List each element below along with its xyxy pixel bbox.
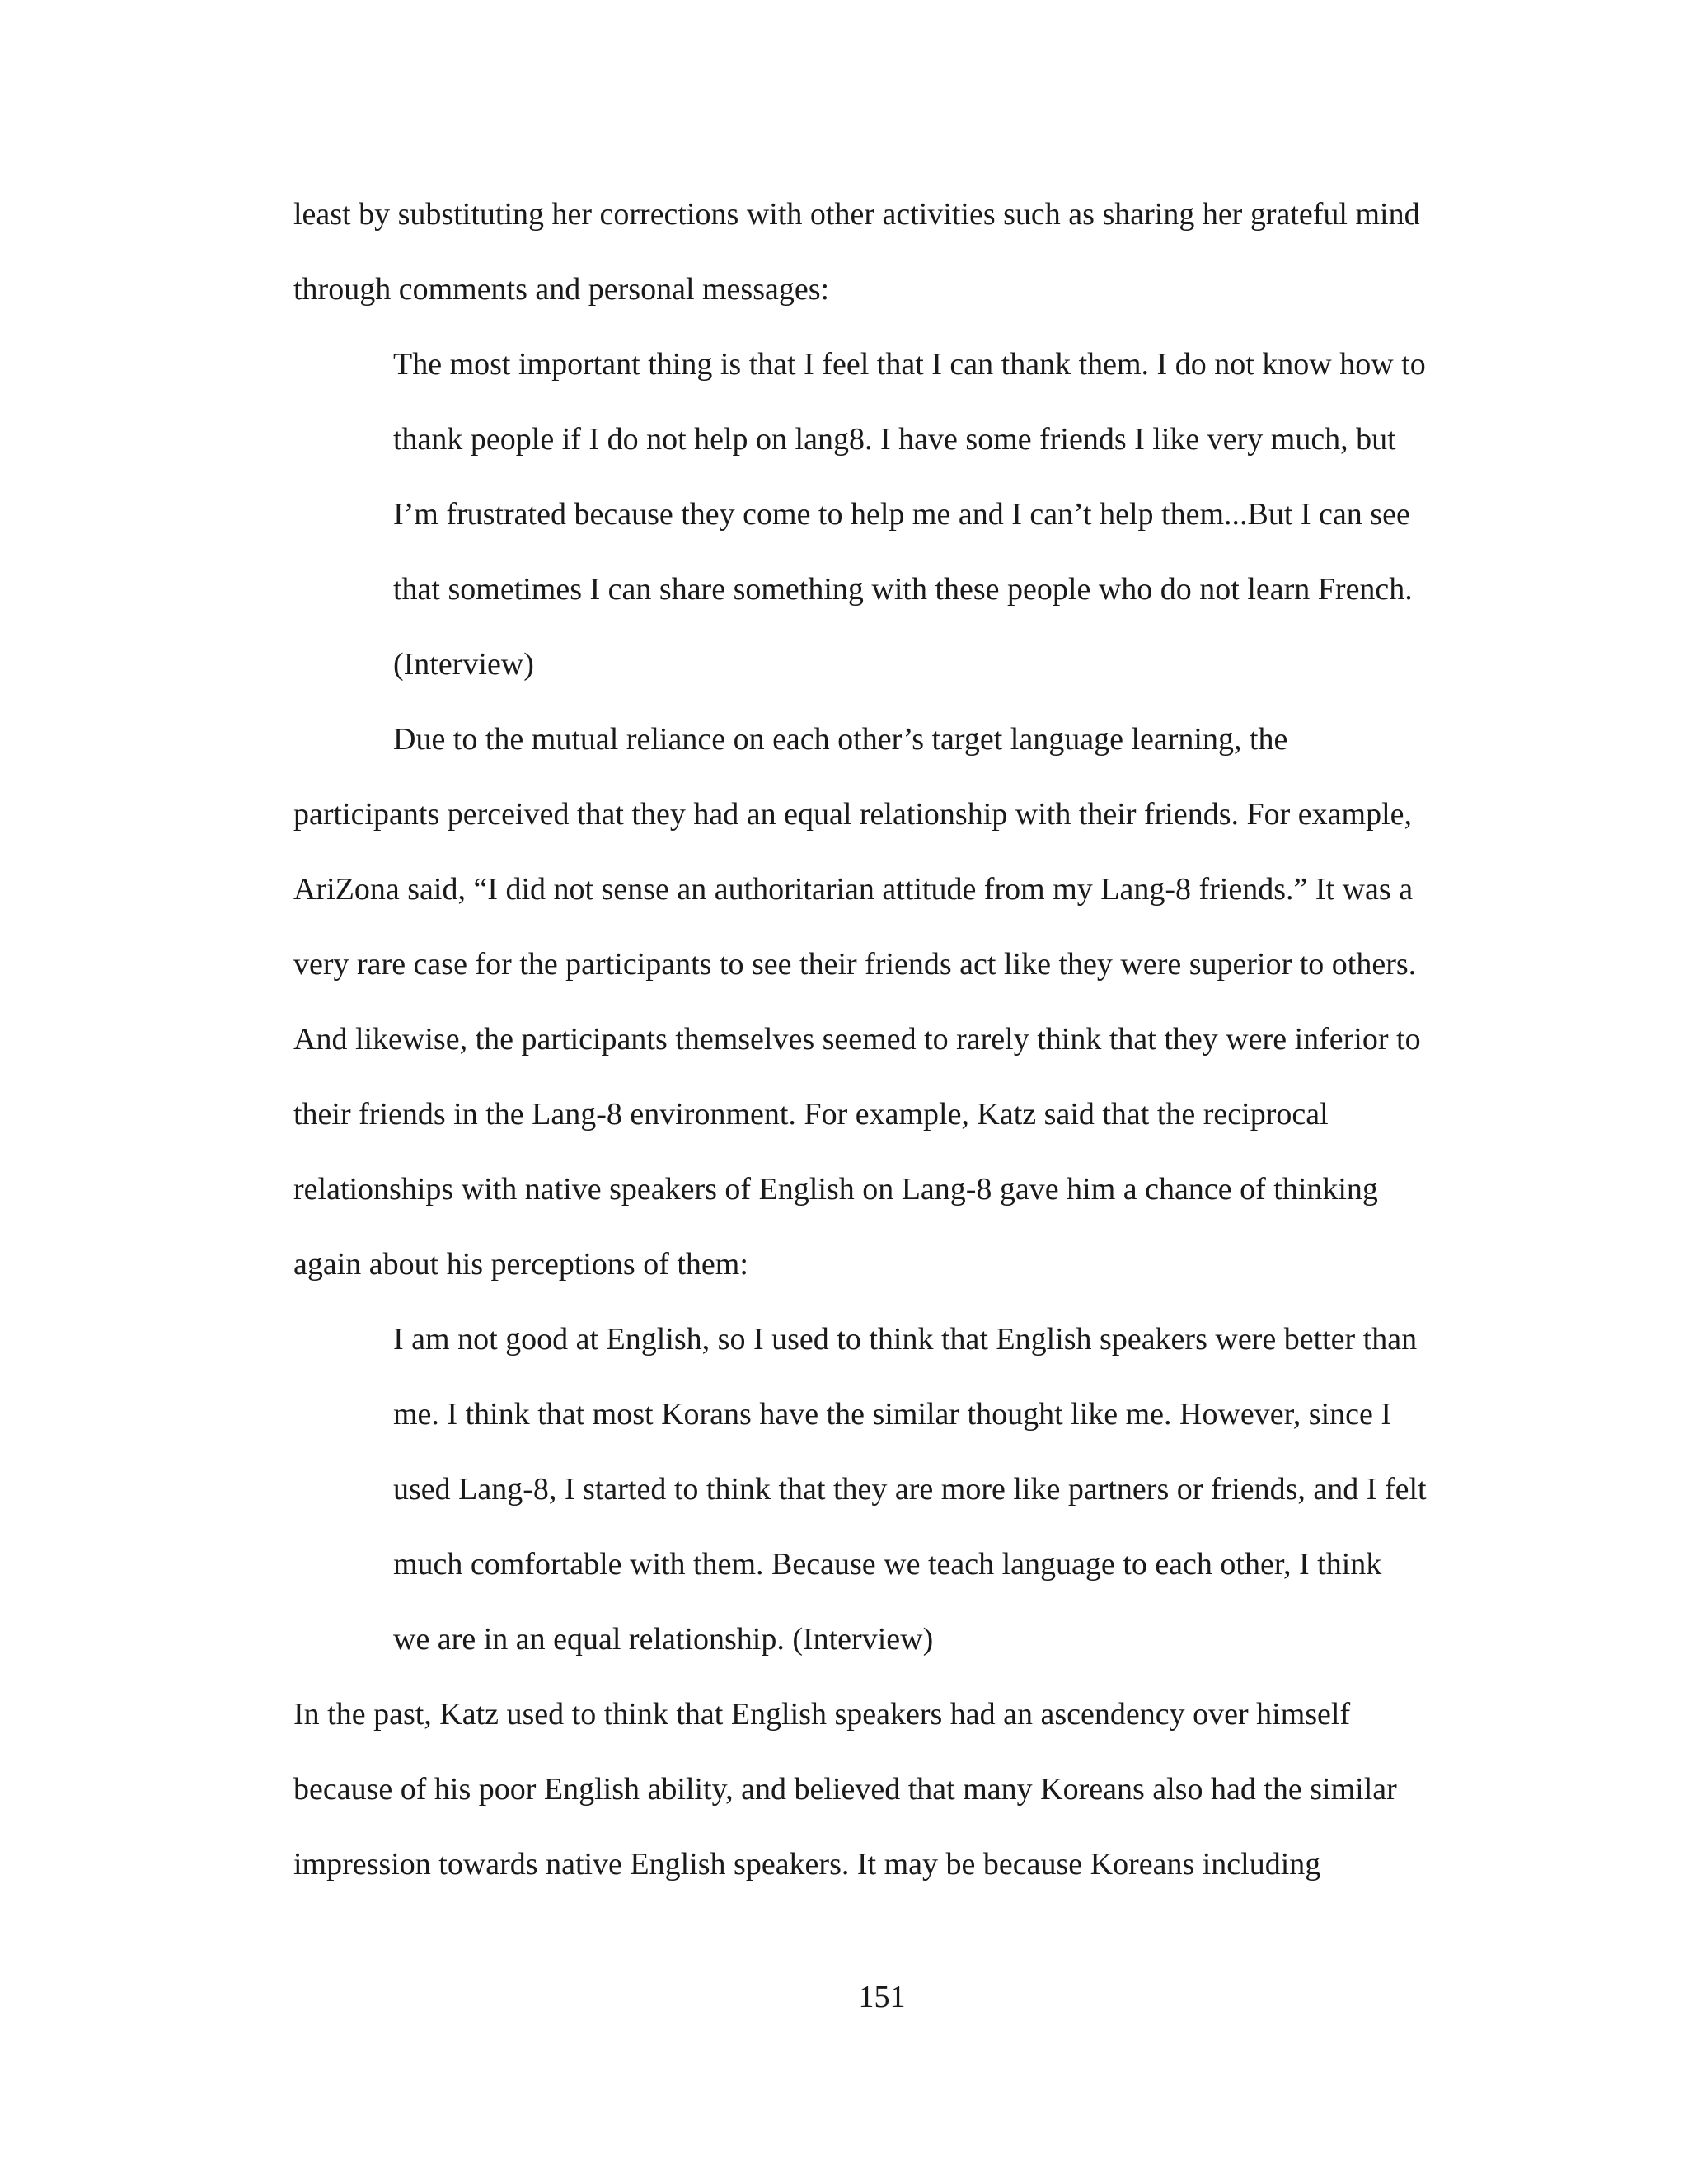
body-line-8: relationships with native speakers of English on Lang-8 gave him a chance of thinking [293,1172,1378,1207]
paragraph-start-line: Due to the mutual reliance on each other’s target language learning, the [393,722,1288,757]
block-quote-2-line-5: we are in an equal relationship. (Interview) [393,1622,934,1657]
body-line-12: impression towards native English speakers. It may be because Koreans including [293,1847,1321,1882]
block-quote-line-1: The most important thing is that I feel that I can thank them. I do not know how to [393,347,1426,382]
body-line-9: again about his perceptions of them: [293,1247,748,1282]
block-quote-line-2: thank people if I do not help on lang8. I have some friends I like very much, but [393,422,1396,457]
body-line-11: because of his poor English ability, and believed that many Koreans also had the similar [293,1772,1397,1807]
block-quote-line-3: I’m frustrated because they come to help me and I can’t help them...But I can see [393,497,1410,532]
body-line-7: their friends in the Lang-8 environment. For example, Katz said that the reciprocal [293,1097,1329,1132]
body-line-3: participants perceived that they had an equal relationship with their friends. For example, [293,797,1412,832]
block-quote-2-line-4: much comfortable with them. Because we teach language to each other, I think [393,1547,1382,1582]
body-line-2: through comments and personal messages: [293,272,830,307]
block-quote-2-line-2: me. I think that most Korans have the similar thought like me. However, since I [393,1397,1392,1432]
body-line-5: very rare case for the participants to see their friends act like they were superior to others. [293,947,1417,982]
body-line-4: AriZona said, “I did not sense an authoritarian attitude from my Lang-8 friends.” It was a [293,872,1414,907]
block-quote-line-4: that sometimes I can share something with these people who do not learn French. [393,572,1413,607]
body-line-1: least by substituting her corrections with other activities such as sharing her grateful mind [293,197,1420,232]
body-line-6: And likewise, the participants themselves seemed to rarely think that they were inferior to [293,1022,1421,1057]
page-number: 151 [858,1980,906,2014]
body-line-10: In the past, Katz used to think that English speakers had an ascendency over himself [293,1697,1351,1732]
block-quote-2-line-3: used Lang-8, I started to think that they are more like partners or friends, and I felt [393,1472,1427,1507]
block-quote-2-line-1: I am not good at English, so I used to think that English speakers were better than [393,1322,1418,1357]
block-quote-line-5: (Interview) [393,647,534,682]
